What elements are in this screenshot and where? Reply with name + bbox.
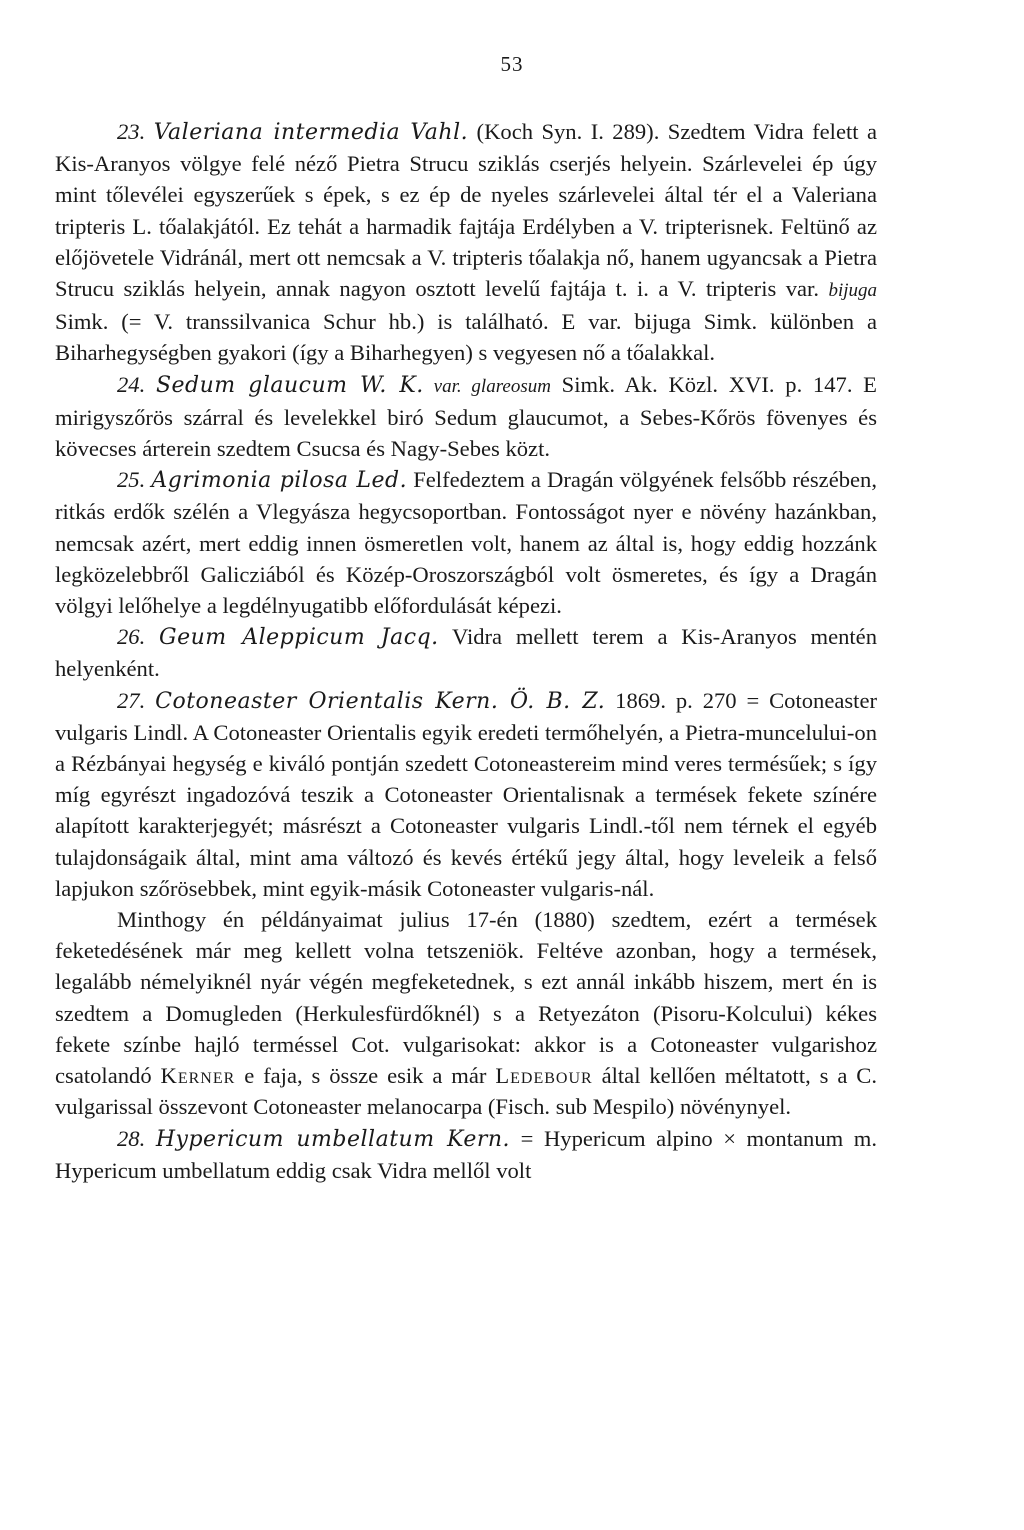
paragraph-text: Felfedeztem a Dragán völgyének felsőbb részében, ritkás erdők szélén a Vlegyásza hegycsoportban. Fontosságot nyer e növény hazánkban, nemcsak azért, mert eddig innen ösmeretlen volt, hanem az által is, hogy eddig hozzánk legközelebbről Galicziából és Közép-Oroszországból volt ösmeretes, és így a Dragán völgyi lelőhelye a legdélnyugatibb előfordulását képezi.: [55, 467, 877, 619]
item-number: 24.: [117, 371, 146, 397]
paragraph-text: e faja, s össze esik a már: [235, 1063, 496, 1089]
paragraph-text: (Koch Syn. I. 289). Szedtem Vidra felett a Kis-Aranyos völgye felé néző Pietra Strucu sziklás cserjés helyein. Szárlevelei ép úgy mint tőlevélei egyszerűek s épek, s ez ép de nyeles szárlevelei által tér el a Valeriana tripteris L. tőalakjától. Ez tehát a harmadik fajtája Erdélyben a V. tripterisnek. Feltünő az előjövetele Vidránál, mert ott nemcsak a V. tripteris tőalakja nő, hanem ugyancsak a Pietra Strucu sziklás helyein, annak nagyon osztott levelű fajtája t. i. a V. tripteris var.: [55, 119, 877, 302]
paragraph-text: 1869. p. 270 = Cotoneaster vulgaris Lindl. A Cotoneaster Orientalis egyik eredeti termőhelyén, a Pietra-muncelului-on a Rézbányai hegység e kiváló pontján szedett Cotoneastereim mind veres termésűek; s így míg egyrészt ingadozóvá teszik a Cotoneaster Orientalisnak a termések fekete színére alapított karakterjegyét; másrészt a Cotoneaster vulgaris Lindl.-től nem térnek el egyéb tulajdonságaik által, mint ama változó és kevés értékű jegy által, hogy leveleik a felső lapjukon szőrösebbek, mint egyik-másik Cotoneaster vulgaris-nál.: [55, 687, 877, 901]
item-number: 26.: [117, 624, 146, 650]
item-number: 25.: [117, 467, 146, 493]
item-number: 27.: [117, 687, 146, 713]
paragraph-text: Simk. (= V. transsilvanica Schur hb.) is található. E var. bijuga Simk. különben a Biharhegységben gyakori (így a Biharhegyen) s vegyesen nő a tőalakkal.: [55, 309, 877, 366]
variety-name: bijuga: [828, 280, 877, 302]
item-number: 23.: [117, 119, 146, 144]
paragraph-28: [55, 1123, 877, 1186]
paragraph-text: = Hypericum alpino × montanum m. Hypericum umbellatum eddig csak Vidra mellől volt: [55, 1125, 878, 1183]
paragraph-23: [55, 116, 877, 369]
paragraph-text: Minthogy én példányaimat julius 17-én (1880) szedtem, ezért a termések feketedésének már meg kellett volna tetszeniök. Feltéve azonban, hogy a termések, legalább némelyiknél nyár végén megfeketednek, s ezt annál inkább hiszem, mert én is szedtem a Domugleden (Herkulesfürdőknél) s a Retyezáton (Pisoru-Kolcului) kékes fekete színbe hajló terméssel Cot. vulgarisokat: akkor is a Cotoneaster vulgarishoz csatolandó: [55, 907, 877, 1089]
page-number: 53: [500, 52, 524, 76]
body-text: [55, 116, 877, 1186]
author-name: Kerner: [160, 1063, 236, 1089]
species-name: Cotoneaster Orientalis Kern. Ö. B. Z.: [155, 688, 606, 714]
paragraph-text: Vidra mellett terem a Kis-Aranyos mentén helyenként.: [55, 624, 877, 682]
paragraph-26: [55, 621, 877, 684]
species-name: Agrimonia pilosa Led.: [151, 468, 408, 494]
species-name: Geum Aleppicum Jacq.: [159, 625, 439, 651]
paragraph-text: Simk. Ak. Közl. XVI. p. 147. E mirigyszőrös szárral és levelekkel biró Sedum glaucumot, a Sebes-Kőrös fövenyes és kövecses árterein szedtem Csucsa és Nagy-Sebes közt.: [55, 371, 877, 462]
species-name: Valeriana intermedia Vahl.: [153, 120, 469, 145]
variety-name: var. glareosum: [423, 375, 551, 397]
paragraph-text: által kellően méltatott, s a C. vulgarissal összevont Cotoneaster melanocarpa (Fisch. sub Mespilo) növénynyel.: [55, 1063, 877, 1120]
species-name: Sedum glaucum W. K.: [155, 372, 424, 398]
species-name: Hypericum umbellatum Kern.: [155, 1126, 511, 1152]
paragraph-25: [55, 464, 877, 621]
author-name: Ledebour: [495, 1063, 593, 1089]
paragraph-27: [55, 685, 877, 904]
paragraph-24: [55, 369, 877, 465]
item-number: 28.: [117, 1125, 146, 1151]
paragraph-27-continued: [55, 904, 877, 1122]
